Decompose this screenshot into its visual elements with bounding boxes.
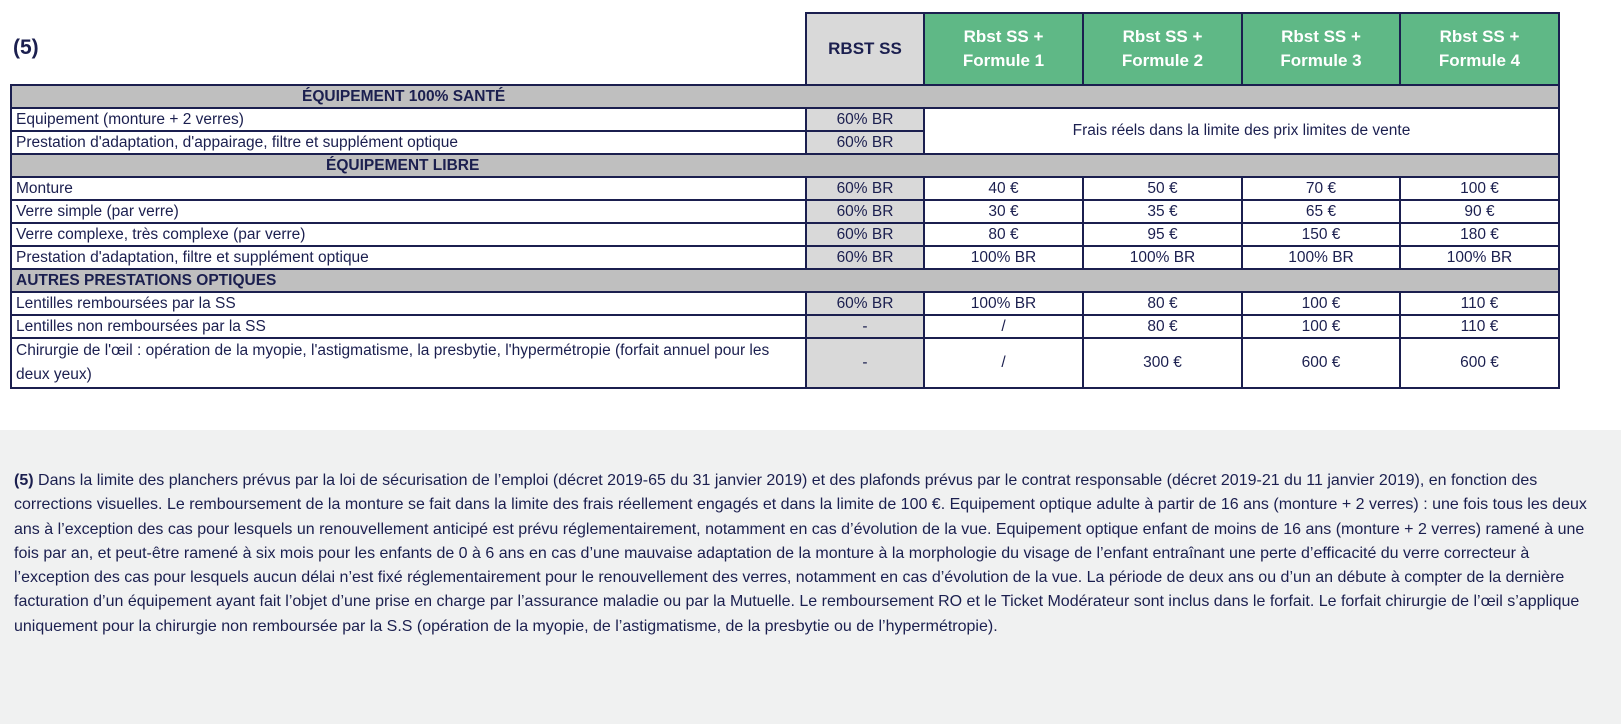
formule-1-value: 100% BR xyxy=(924,292,1083,315)
row-label: Verre simple (par verre) xyxy=(11,200,806,223)
formule-3-value: 150 € xyxy=(1242,223,1400,246)
merged-cell: Frais réels dans la limite des prix limites de vente xyxy=(924,108,1559,154)
formule-3-value: 65 € xyxy=(1242,200,1400,223)
table-row xyxy=(11,246,1559,269)
formule-1-value: 100% BR xyxy=(924,246,1083,269)
optical-guarantees-table xyxy=(10,12,1560,389)
formule-4-value: 110 € xyxy=(1400,315,1559,338)
section-header: ÉQUIPEMENT LIBRE xyxy=(11,154,1559,177)
formule-2-value: 35 € xyxy=(1083,200,1242,223)
column-header-formule-1: Rbst SS + Formule 1 xyxy=(924,13,1083,85)
table-reference: (5) xyxy=(13,36,39,59)
row-label: Monture xyxy=(11,177,806,200)
rbst-value: 60% BR xyxy=(806,177,924,200)
rbst-value: 60% BR xyxy=(806,292,924,315)
formule-4-value: 110 € xyxy=(1400,292,1559,315)
column-header-formule-4: Rbst SS + Formule 4 xyxy=(1400,13,1559,85)
table-row xyxy=(11,177,1559,200)
column-header-formule-3: Rbst SS + Formule 3 xyxy=(1242,13,1400,85)
table-row xyxy=(11,292,1559,315)
formule-4-value: 90 € xyxy=(1400,200,1559,223)
footnote xyxy=(14,469,1594,639)
table-row xyxy=(11,315,1559,338)
formule-4-value: 100 € xyxy=(1400,177,1559,200)
table-row: Prestation d'adaptation, d'appairage, filtre et supplément optique 60% BR xyxy=(11,131,1559,154)
row-label: Prestation d'adaptation, filtre et supplément optique xyxy=(11,246,806,269)
column-header-formule-2: Rbst SS + Formule 2 xyxy=(1083,13,1242,85)
table-row: Equipement (monture + 2 verres) 60% BR Frais réels dans la limite des prix limites de vente xyxy=(11,108,1559,131)
formule-4-value: 600 € xyxy=(1400,338,1559,388)
column-header-rbst: RBST SS xyxy=(806,13,924,85)
rbst-value: - xyxy=(806,338,924,388)
table-row xyxy=(11,200,1559,223)
formule-2-value: 50 € xyxy=(1083,177,1242,200)
rbst-value: 60% BR xyxy=(806,246,924,269)
formule-1-value: 40 € xyxy=(924,177,1083,200)
formule-3-value: 600 € xyxy=(1242,338,1400,388)
formule-2-value: 80 € xyxy=(1083,292,1242,315)
row-label: Chirurgie de l'œil : opération de la myopie, l'astigmatisme, la presbytie, l'hypermétropie (forfait annuel pour les deux yeux) xyxy=(11,338,806,388)
formule-4-value: 180 € xyxy=(1400,223,1559,246)
table-row xyxy=(11,223,1559,246)
formule-4-value: 100% BR xyxy=(1400,246,1559,269)
row-label: Lentilles non remboursées par la SS xyxy=(11,315,806,338)
row-label: Verre complexe, très complexe (par verre) xyxy=(11,223,806,246)
formule-2-value: 95 € xyxy=(1083,223,1242,246)
table-row xyxy=(11,338,1559,388)
formule-1-value: 80 € xyxy=(924,223,1083,246)
section-header: ÉQUIPEMENT 100% SANTÉ xyxy=(11,85,1559,108)
formule-3-value: 70 € xyxy=(1242,177,1400,200)
footnote-marker: (5) xyxy=(14,472,34,489)
formule-1-value: 30 € xyxy=(924,200,1083,223)
footnote-text: Dans la limite des planchers prévus par la loi de sécurisation de l’emploi (décret 2019-65 du 31 janvier 2019) et des plafonds prévus par le contrat responsable (décret 2019-21 du 11 janvier 2019), en fonction des corrections visuelles. Le remboursement de la monture se fait dans la limite des frais réellement engagés et dans la limite de 100 €. Equipement optique adulte à partir de 16 ans (monture + 2 verres) : une fois tous les deux ans à l’exception des cas pour lesquels un renouvellement anticipé est prévu réglementairement, notamment en cas d’évolution de la vue. Equipement optique enfant de moins de 16 ans (monture + 2 verres) ramené à une fois par an, et peut-être ramené à six mois pour les enfants de 0 à 6 ans en cas d’une mauvaise adaptation de la monture à la morphologie du visage de l’enfant entraînant une perte d’efficacité du verre correcteur à l’exception des cas pour lesquels aucun délai n’est fixé réglementairement pour le renouvellement des verres, notamment en cas d’évolution de la vue. La période de deux ans ou d’un an débute à compter de la dernière facturation d’un équipement ayant fait l’objet d’une prise en charge par l’assurance maladie ou par la Mutuelle. Le remboursement RO et le Ticket Modérateur sont inclus dans le forfait. Le forfait chirurgie de l’œil s’applique uniquement pour la chirurgie non remboursée par la S.S (opération de la myopie, de l’astigmatisme, de la presbytie ou de l’hypermétropie). xyxy=(14,472,1587,635)
formule-3-value: 100 € xyxy=(1242,292,1400,315)
header-blank xyxy=(11,13,806,85)
formule-1-value: / xyxy=(924,315,1083,338)
formule-1-value: / xyxy=(924,338,1083,388)
formule-2-value: 80 € xyxy=(1083,315,1242,338)
rbst-value: 60% BR xyxy=(806,200,924,223)
formule-2-value: 100% BR xyxy=(1083,246,1242,269)
formule-3-value: 100 € xyxy=(1242,315,1400,338)
section-header: AUTRES PRESTATIONS OPTIQUES xyxy=(11,269,1559,292)
rbst-value: 60% BR xyxy=(806,223,924,246)
formule-3-value: 100% BR xyxy=(1242,246,1400,269)
formule-2-value: 300 € xyxy=(1083,338,1242,388)
row-label: Lentilles remboursées par la SS xyxy=(11,292,806,315)
rbst-value: - xyxy=(806,315,924,338)
